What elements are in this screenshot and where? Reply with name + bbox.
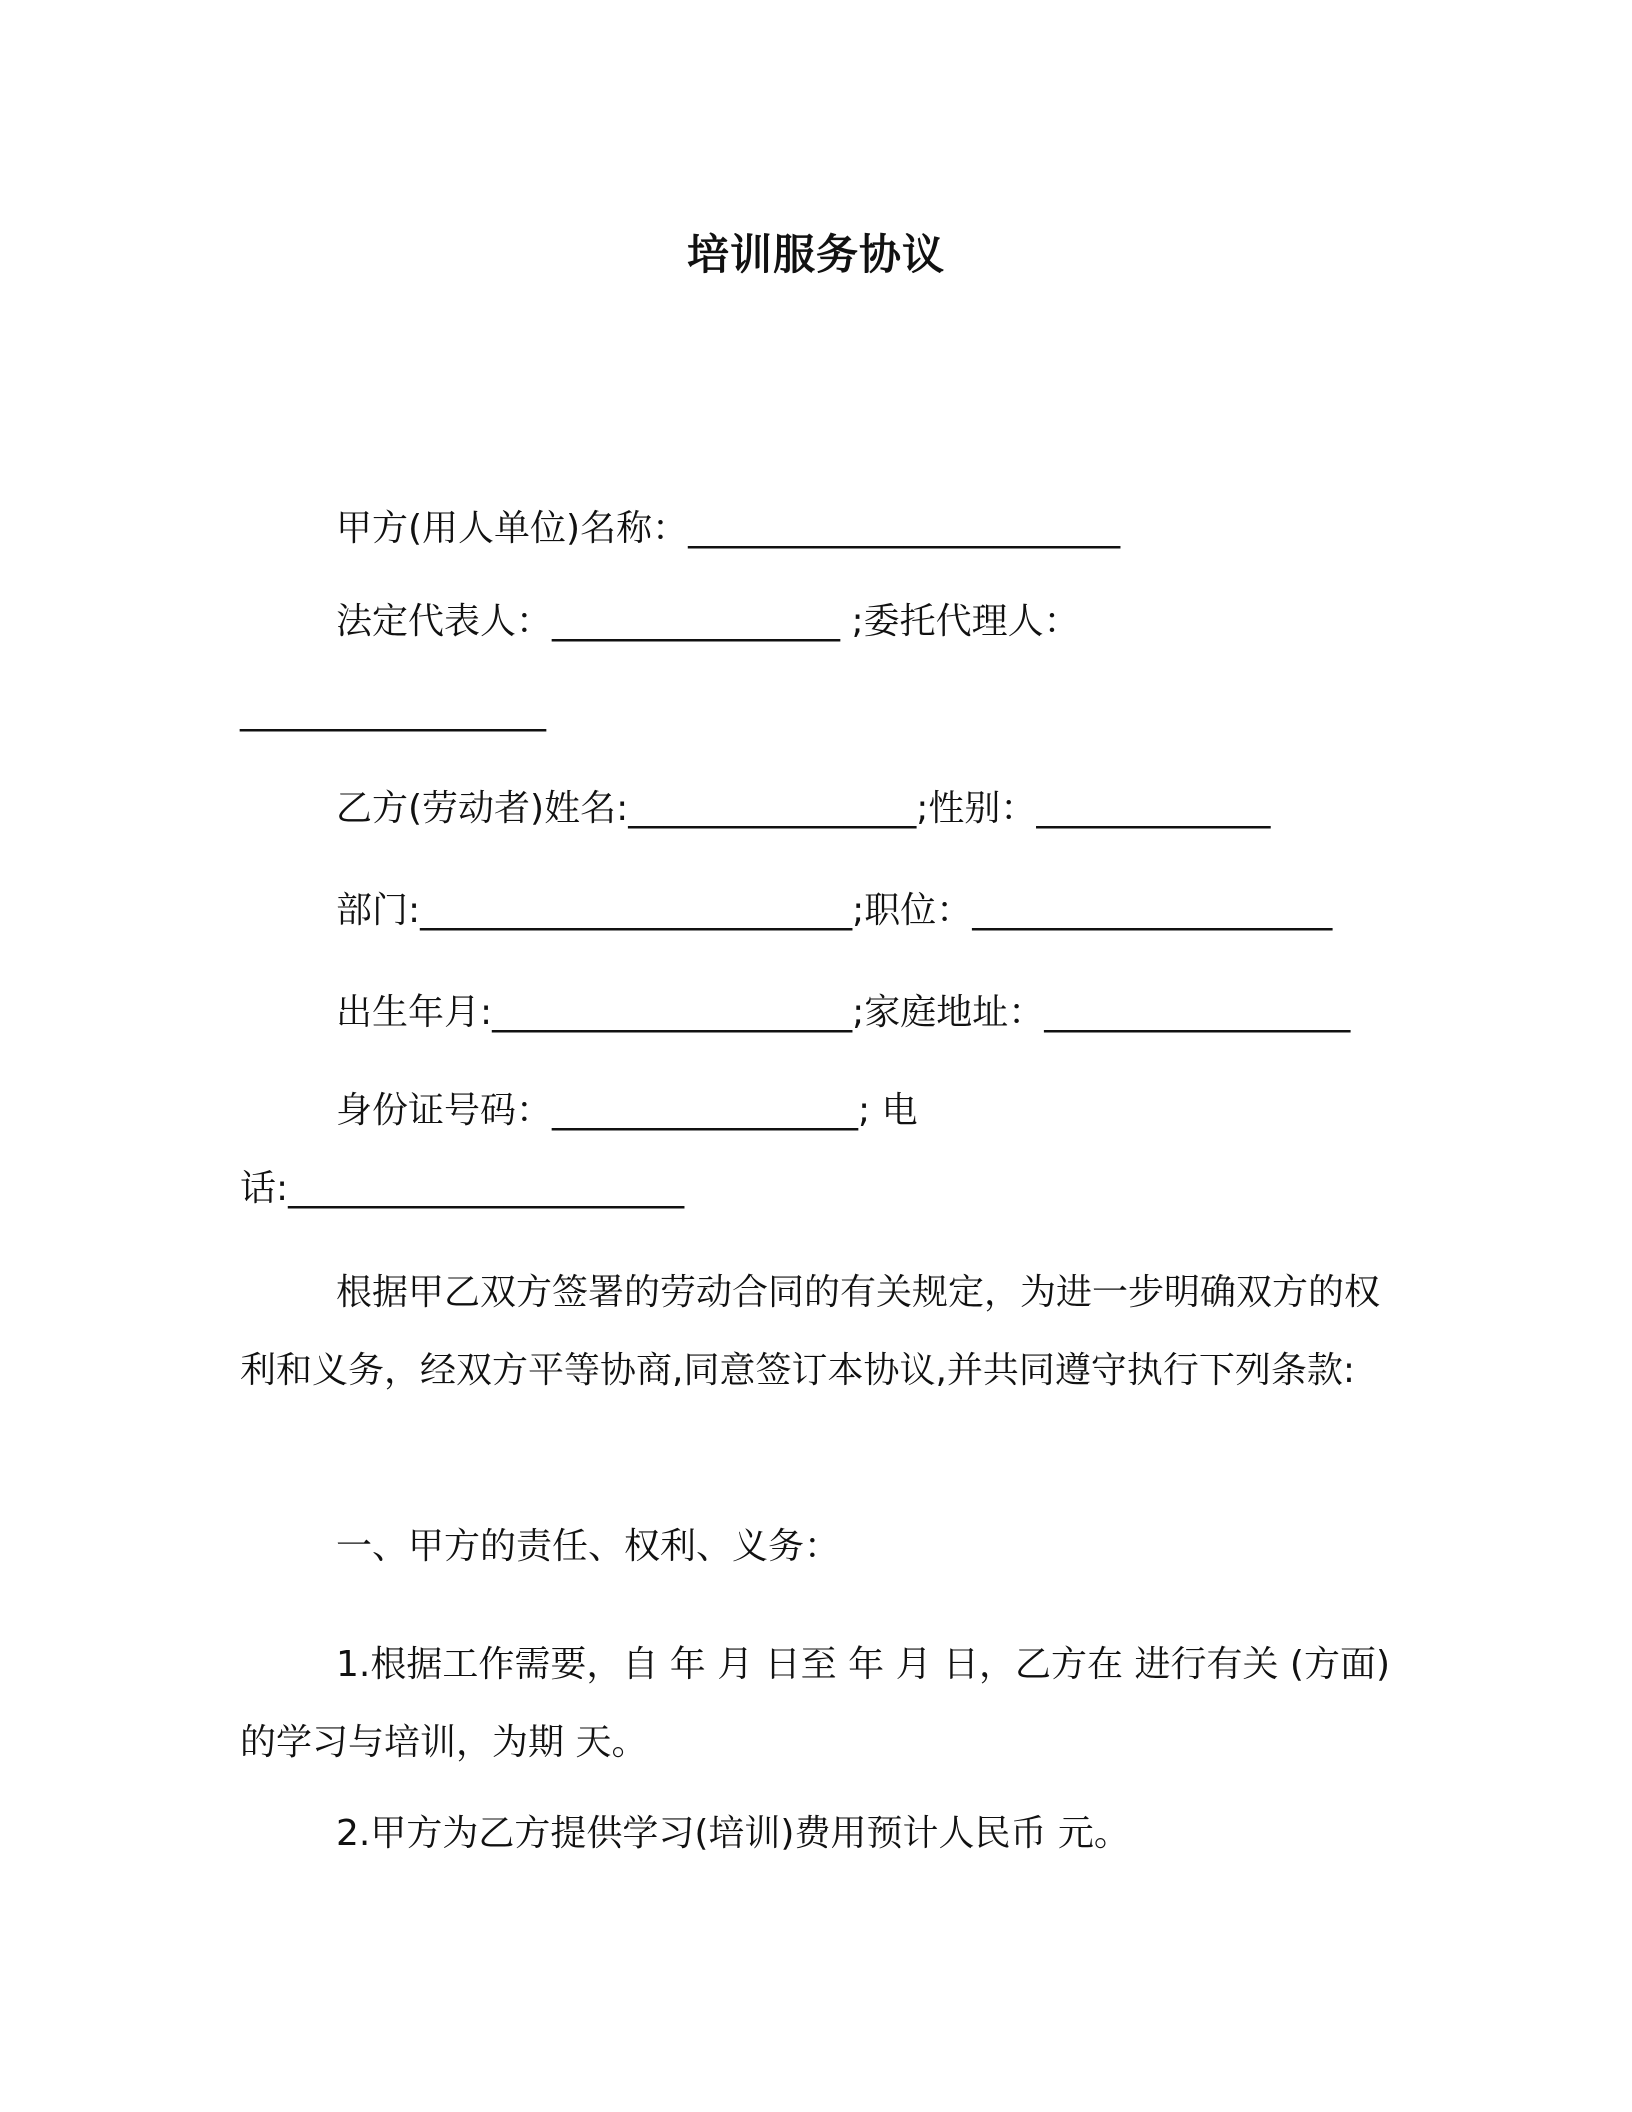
- document-title: 培训服务协议: [686, 230, 945, 279]
- phone-field: 话:______________________: [240, 1168, 685, 1209]
- legal-rep-field-continued: _________________: [240, 691, 546, 732]
- section-1-heading: 一、甲方的责任、权利、义务：: [336, 1526, 841, 1567]
- clause-2-paragraph: 2.甲方为乙方提供学习(培训)费用预计人民币 元。: [336, 1813, 1130, 1854]
- clause-1-paragraph: 1.根据工作需要，自 年 月 日至 年 月 日，乙方在 进行有关 (方面)的学习与培训，为期 天。: [240, 1644, 1390, 1763]
- department-field: 部门:________________________;职位：____________________: [336, 890, 1333, 931]
- party-a-name-field: 甲方(用人单位)名称：________________________: [336, 508, 1121, 549]
- birth-address-field: 出生年月:____________________;家庭地址：_________________: [336, 992, 1351, 1033]
- party-b-name-field: 乙方(劳动者)姓名:________________;性别：_____________: [336, 788, 1271, 829]
- legal-rep-field: 法定代表人：________________ ;委托代理人：: [336, 601, 1080, 642]
- preamble-paragraph: 根据甲乙双方签署的劳动合同的有关规定，为进一步明确双方的权利和义务，经双方平等协商,同意签订本协议,并共同遵守执行下列条款:: [240, 1272, 1381, 1391]
- id-number-field: 身份证号码：_________________; 电: [336, 1090, 918, 1131]
